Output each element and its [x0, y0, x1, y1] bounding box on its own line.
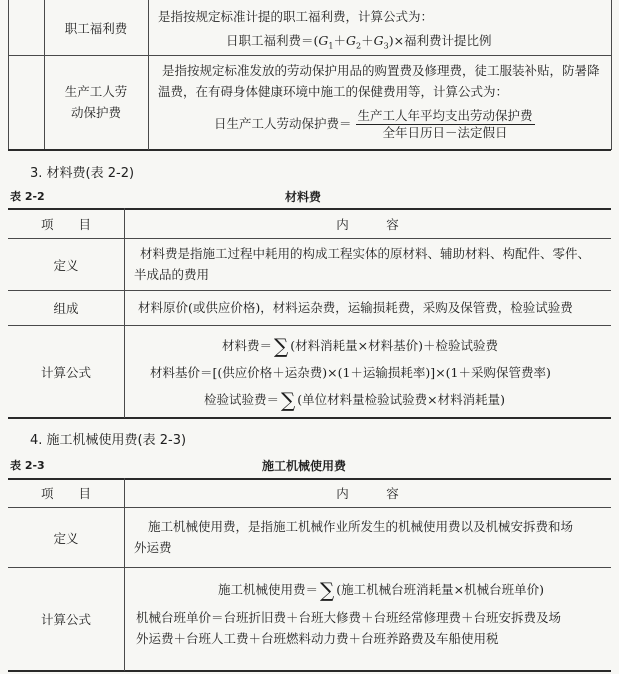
section3-heading: 3. 材料费(表 2-2): [30, 166, 135, 181]
table2-item-composition: 组成: [53, 301, 79, 316]
table2-bottom-border: [8, 417, 611, 419]
table3-header-content: 内 容: [336, 486, 399, 501]
sigma-icon: ∑: [281, 388, 296, 412]
table2-composition-content: 材料原价(或供应价格)，材料运杂费，运输损耗费，采购及保管费，检验试验费: [138, 300, 573, 315]
table2-formula-material-cost: 材料费＝ ∑ (材料消耗量×材料基价)＋检验试验费: [222, 334, 499, 358]
table1-right-border: [611, 0, 612, 150]
table2-item-definition: 定义: [53, 257, 79, 273]
table3-formula-shift-price: 机械台班单价＝台班折旧费＋台班大修费＋台班经常修理费＋台班安拆费及场 外运费＋台班人工费＋台班燃料动力费＋台班养路费及车船使用税: [136, 610, 562, 646]
table2-item-formula: 计算公式: [40, 364, 91, 380]
table2-col-sep: [124, 208, 125, 418]
table3-number: 表 2-3: [10, 459, 45, 472]
table1-welfare-formula: 日职工福利费$=(G_1+G_2+G_3)\times$福利费计提比例: [226, 33, 492, 51]
table1-labor-desc: 是指按规定标准发放的劳动保护用品的购置费及修理费，徒工服装补贴，防暑降 温费，在有碍身体健康环境中施工的保健费用等，计算公式为：: [158, 63, 600, 99]
table2-definition-content: 材料费是指施工过程中耗用的构成工程实体的原材料、辅助材料、构配件、零件、 半成品的费用: [134, 246, 591, 282]
table1-labor-formula: 日生产工人劳动保护费＝ $\frac{\text{生产工人年平均支出劳动保护费}}{\text{全年日历日－法定假日}}$: [214, 108, 533, 140]
table3-item-formula: 计算公式: [40, 612, 91, 627]
table2-number: 表 2-2: [10, 190, 45, 203]
table2-header-content: 内 容: [336, 216, 399, 232]
sigma-icon: ∑: [320, 578, 335, 602]
table3-bottom-border: [8, 670, 611, 672]
table1-item-labor-protection: 生产工人劳 动保护费: [64, 84, 128, 120]
table2-header-item: 项 目: [40, 216, 91, 232]
table3-title: 施工机械使用费: [262, 459, 347, 473]
section4-heading: 4. 施工机械使用费(表 2-3): [30, 433, 187, 448]
table1-left-border: [8, 0, 9, 150]
table1-col-sep: [148, 0, 149, 150]
table3-header-item: 项 目: [40, 486, 91, 501]
table2-formula-inspection: 检验试验费＝ ∑ (单位材料量检验试验费×材料消耗量): [204, 388, 506, 412]
table3-formula-machine-cost: 施工机械使用费＝ ∑ (施工机械台班消耗量×机械台班单价): [218, 578, 545, 602]
table1-welfare-desc: 是指按规定标准计提的职工福利费，计算公式为：: [158, 9, 434, 24]
table2-formula-base-price: 材料基价＝[(供应价格＋运杂费)×(1＋运输损耗率)]×(1＋采购保管费率): [150, 365, 551, 380]
table1-bottom-border: [8, 149, 611, 151]
sigma-icon: ∑: [274, 334, 289, 358]
table3-item-definition: 定义: [53, 530, 79, 546]
table1-item-welfare: 职工福利费: [64, 20, 128, 36]
table2-title: 材料费: [285, 190, 322, 204]
table3-definition-content: 施工机械使用费，是指施工机械作业所发生的机械使用费以及机械安拆费和场 外运费: [134, 519, 574, 555]
